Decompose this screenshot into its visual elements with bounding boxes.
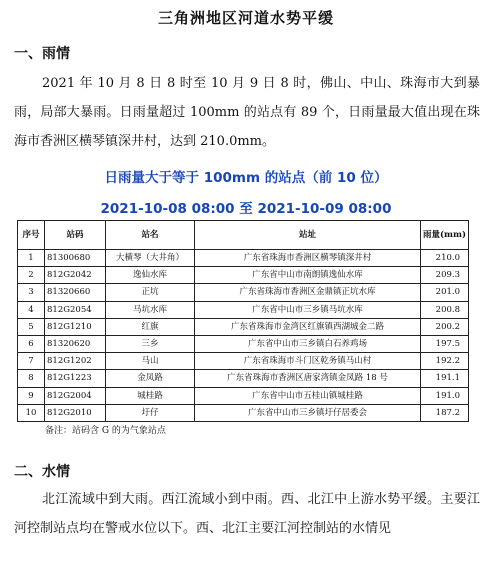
table-period: 2021-10-08 08:00 至 2021-10-09 08:00 [100, 201, 392, 217]
cell-name: 金凤路 [106, 370, 195, 387]
header-rainfall: 雨量(mm) [420, 221, 468, 250]
table-row [18, 404, 469, 421]
cell-code: 812G1223 [45, 370, 106, 387]
table-row [18, 284, 469, 301]
table-row [18, 353, 469, 370]
rain-paragraph: 2021 年 10 月 8 日 8 时至 10 月 9 日 8 时，佛山、中山、珠海市大到暴雨，局部大暴雨。日雨量超过 100mm 的站点有 89 个，日雨量最大值出现在珠海市香洲区横琴镇深井村，达到 210.0mm。 [14, 76, 480, 149]
cell-address: 广东省珠海市金湾区红旗镇西湖城金二路 [195, 318, 421, 335]
cell-name: 大横琴（大井角） [106, 250, 195, 267]
cell-address: 广东省中山市三乡镇马坑水库 [195, 301, 421, 318]
cell-address: 广东省中山市三乡镇圩仔居委会 [195, 404, 421, 421]
table-row [18, 370, 469, 387]
table-row [18, 267, 469, 284]
table-caption: 日雨量大于等于 100mm 的站点（前 10 位） [104, 170, 388, 186]
cell-no: 9 [18, 387, 45, 404]
cell-rainfall: 210.0 [420, 250, 468, 267]
cell-no: 8 [18, 370, 45, 387]
cell-code: 812G2054 [45, 301, 106, 318]
cell-rainfall: 197.5 [420, 335, 468, 352]
cell-no: 3 [18, 284, 45, 301]
cell-address: 广东省中山市五桂山镇城桂路 [195, 387, 421, 404]
table-row [18, 318, 469, 335]
cell-name: 马坑水库 [106, 301, 195, 318]
cell-name: 马山 [106, 353, 195, 370]
cell-no: 4 [18, 301, 45, 318]
cell-code: 81300680 [45, 250, 106, 267]
cell-rainfall: 200.2 [420, 318, 468, 335]
header-address: 站址 [195, 221, 421, 250]
cell-no: 2 [18, 267, 45, 284]
water-paragraph: 北江流域中到大雨。西江流域小到中雨。西、北江中上游水势平缓。主要江河控制站点均在警戒水位以下。西、北江主要江河控制站的水情见 [14, 492, 480, 536]
cell-code: 812G2042 [45, 267, 106, 284]
cell-rainfall: 200.8 [420, 301, 468, 318]
cell-rainfall: 191.0 [420, 387, 468, 404]
cell-name: 红旗 [106, 318, 195, 335]
cell-no: 10 [18, 404, 45, 421]
cell-address: 广东省中山市三乡镇白石养鸡场 [195, 335, 421, 352]
cell-no: 6 [18, 335, 45, 352]
header-name: 站名 [106, 221, 195, 250]
table-note: 备注：站码含 G 的为气象站点 [45, 426, 166, 436]
document-title: 三角洲地区河道水势平缓 [157, 9, 334, 27]
cell-code: 81320620 [45, 335, 106, 352]
table-row [18, 301, 469, 318]
cell-code: 812G1202 [45, 353, 106, 370]
table-row [18, 335, 469, 352]
cell-no: 7 [18, 353, 45, 370]
cell-name: 逸仙水库 [106, 267, 195, 284]
table-row [18, 387, 469, 404]
section-heading-rain: 一、雨情 [14, 46, 70, 62]
cell-rainfall: 192.2 [420, 353, 468, 370]
cell-code: 812G2010 [45, 404, 106, 421]
cell-rainfall: 187.2 [420, 404, 468, 421]
rainfall-table [17, 220, 469, 422]
cell-address: 广东省珠海市斗门区乾务镇马山村 [195, 353, 421, 370]
cell-code: 81320660 [45, 284, 106, 301]
cell-name: 圩仔 [106, 404, 195, 421]
cell-code: 812G2004 [45, 387, 106, 404]
cell-address: 广东省中山市南朗镇逸仙水库 [195, 267, 421, 284]
header-no: 序号 [18, 221, 45, 250]
cell-rainfall: 201.0 [420, 284, 468, 301]
cell-name: 正坑 [106, 284, 195, 301]
cell-code: 812G1210 [45, 318, 106, 335]
cell-name: 城桂路 [106, 387, 195, 404]
cell-rainfall: 209.3 [420, 267, 468, 284]
cell-name: 三乡 [106, 335, 195, 352]
cell-no: 5 [18, 318, 45, 335]
cell-no: 1 [18, 250, 45, 267]
cell-rainfall: 191.1 [420, 370, 468, 387]
cell-address: 广东省珠海市香洲区唐家湾镇金凤路 18 号 [195, 370, 421, 387]
cell-address: 广东省珠海市香洲区金鼎镇正坑水库 [195, 284, 421, 301]
section-heading-water: 二、水情 [14, 464, 70, 480]
table-header-row [18, 221, 469, 250]
cell-address: 广东省珠海市香洲区横琴镇深井村 [195, 250, 421, 267]
table-row [18, 250, 469, 267]
header-code: 站码 [45, 221, 106, 250]
